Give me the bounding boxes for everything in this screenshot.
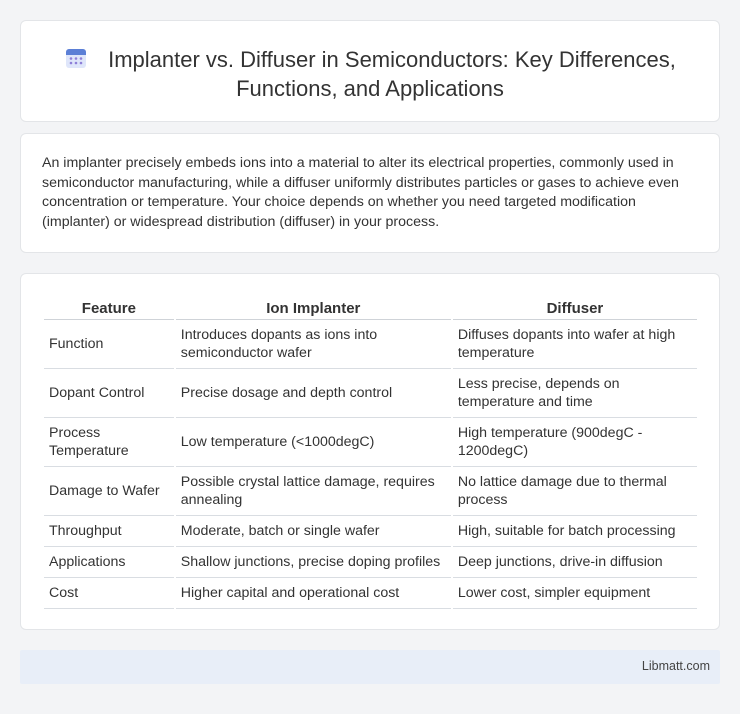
table-row xyxy=(44,369,697,418)
table-row xyxy=(44,320,697,369)
row-diffuser: Less precise, depends on temperature and time xyxy=(453,369,697,418)
row-feature: Cost xyxy=(44,578,174,609)
row-feature: Process Temperature xyxy=(44,418,174,467)
table-row xyxy=(44,578,697,609)
row-implanter: Precise dosage and depth control xyxy=(176,369,451,418)
footer-bar xyxy=(20,650,720,684)
page-title: Implanter vs. Diffuser in Semiconductors: Key Differences, Functions, and Applications xyxy=(108,47,676,101)
row-diffuser: No lattice damage due to thermal process xyxy=(453,467,697,516)
intro-card xyxy=(20,133,720,253)
row-diffuser: High, suitable for batch processing xyxy=(453,516,697,547)
row-feature: Damage to Wafer xyxy=(44,467,174,516)
table-header-row xyxy=(44,294,697,320)
row-implanter: Possible crystal lattice damage, requires annealing xyxy=(176,467,451,516)
row-diffuser: High temperature (900degC - 1200degC) xyxy=(453,418,697,467)
title-card xyxy=(20,20,720,122)
header-diffuser: Diffuser xyxy=(453,294,697,320)
header-ion-implanter: Ion Implanter xyxy=(176,294,451,320)
row-implanter: Low temperature (<1000degC) xyxy=(176,418,451,467)
row-implanter: Moderate, batch or single wafer xyxy=(176,516,451,547)
row-feature: Function xyxy=(44,320,174,369)
row-diffuser: Diffuses dopants into wafer at high temperature xyxy=(453,320,697,369)
comparison-table xyxy=(42,294,699,609)
calendar-icon xyxy=(64,46,88,70)
table-row xyxy=(44,547,697,578)
row-feature: Throughput xyxy=(44,516,174,547)
row-implanter: Higher capital and operational cost xyxy=(176,578,451,609)
page-title-wrap xyxy=(21,45,719,103)
table-row xyxy=(44,418,697,467)
row-feature: Dopant Control xyxy=(44,369,174,418)
table-row xyxy=(44,516,697,547)
row-diffuser: Lower cost, simpler equipment xyxy=(453,578,697,609)
row-implanter: Introduces dopants as ions into semiconductor wafer xyxy=(176,320,451,369)
intro-paragraph: An implanter precisely embeds ions into a material to alter its electrical properties, commonly used in semiconductor manufacturing, while a diffuser uniformly distributes particles or gases to achieve even concentration or temperature. Your choice depends on whether you need targeted modification (implanter) or widespread distribution (diffuser) in your process. xyxy=(42,155,679,230)
header-feature: Feature xyxy=(44,294,174,320)
row-diffuser: Deep junctions, drive-in diffusion xyxy=(453,547,697,578)
row-implanter: Shallow junctions, precise doping profiles xyxy=(176,547,451,578)
table-row xyxy=(44,467,697,516)
row-feature: Applications xyxy=(44,547,174,578)
comparison-card xyxy=(20,273,720,630)
footer-site-link[interactable]: Libmatt.com xyxy=(641,659,710,673)
